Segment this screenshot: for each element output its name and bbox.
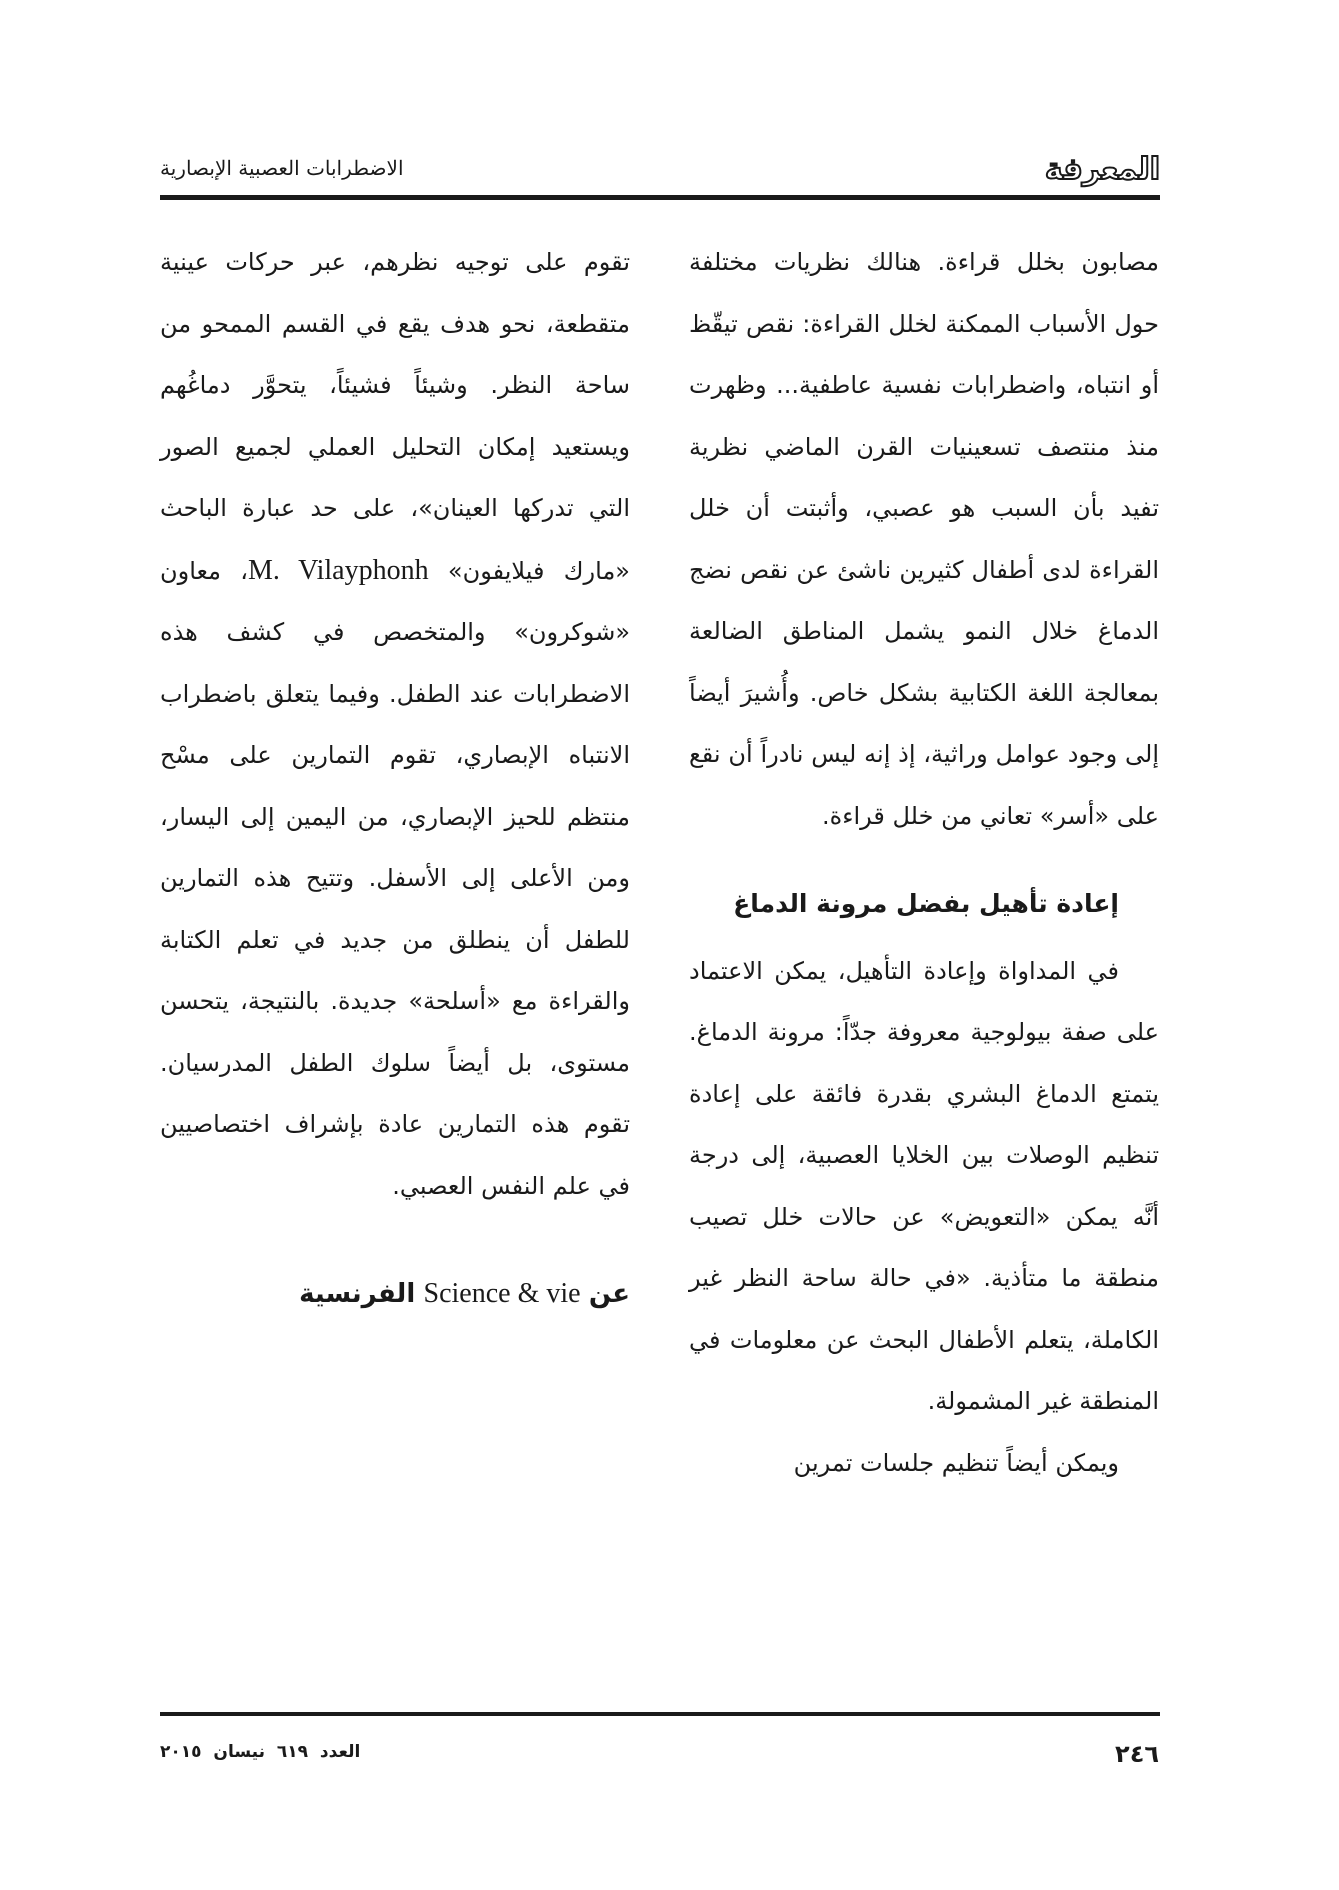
page-header bbox=[160, 150, 1160, 200]
right-column bbox=[689, 232, 1159, 1494]
right-paragraph-1: مصابون بخلل قراءة. هنالك نظريات مختلفة حول الأسباب الممكنة لخلل القراءة: نقص تيقّظ أو انتباه، واضطرابات نفسية عاطفية... وظهرت منذ منتصف تسعينيات القرن الماضي نظرية تفيد بأن السبب هو عصبي، وأثبتت أن خلل القراءة لدى أطفال كثيرين ناشئ عن نقص نضج الدماغ خلال النمو يشمل المناطق الضالعة بمعالجة اللغة الكتابية بشكل خاص. وأُشيرَ أيضاً إلى وجود عوامل وراثية، إذ إنه ليس نادراً أن نقع على «أسر» تعاني من خلل قراءة. bbox=[689, 248, 1159, 830]
page-number: ٢٤٦ bbox=[1115, 1740, 1159, 1768]
source-line bbox=[160, 1263, 630, 1326]
left-paragraph-1 bbox=[160, 232, 630, 1217]
footer-rule bbox=[160, 1712, 1160, 1716]
header-rule bbox=[160, 195, 1160, 200]
left-paragraph-1b: ، معاون «شوكرون» والمتخصص في كشف هذه الاضطرابات عند الطفل. وفيما يتعلق باضطراب الانتباه الإبصاري، تقوم التمارين على مسْح منتظم للحيز الإبصاري، من اليمين إلى اليسار، ومن الأعلى إلى الأسفل. وتتيح هذه التمارين للطفل أن ينطلق من جديد في تعلم الكتابة والقراءة مع «أسلحة» جديدة. بالنتيجة، يتحسن مستوى، بل أيضاً سلوك الطفل المدرسيان. تقوم هذه التمارين عادة بإشراف اختصاصيين في علم النفس العصبي. bbox=[160, 556, 630, 1200]
magazine-logo: المعرفة bbox=[1044, 152, 1160, 187]
right-paragraph-2: في المداواة وإعادة التأهيل، يمكن الاعتماد على صفة بيولوجية معروفة جدّاً: مرونة الدماغ. يتمتع الدماغ البشري بقدرة فائقة على إعادة تنظيم الوصلات بين الخلايا العصبية، إلى درجة أنَّه يمكن «التعويض» عن حالات خلل تصيب منطقة ما متأذية. «في حالة ساحة النظر غير الكاملة، يتعلم الأطفال البحث عن معلومات في المنطقة غير المشمولة. bbox=[689, 956, 1159, 1415]
left-paragraph-1a: تقوم على توجيه نظرهم، عبر حركات عينية متقطعة، نحو هدف يقع في القسم الممحو من ساحة النظر. وشيئاً فشيئاً، يتحوَّر دماغُهم ويستعيد إمكان التحليل العملي لجميع الصور التي تدركها العينان»، على حد عبارة الباحث «مارك فيلايفون» bbox=[160, 248, 630, 585]
source-suffix: الفرنسية bbox=[299, 1279, 416, 1309]
researcher-latin-name: M. Vilayphonh bbox=[248, 554, 429, 586]
left-column bbox=[160, 232, 630, 1326]
source-name: Science & vie bbox=[423, 1278, 581, 1309]
issue-info: العدد ٦١٩ نيسان ٢٠١٥ bbox=[160, 1742, 361, 1762]
source-prefix: عن bbox=[588, 1279, 630, 1309]
right-paragraph-3: ويمكن أيضاً تنظيم جلسات تمرين bbox=[793, 1448, 1119, 1477]
section-heading: إعادة تأهيل بفضل مرونة الدماغ bbox=[733, 889, 1119, 918]
running-title: الاضطرابات العصبية الإبصارية bbox=[160, 156, 404, 180]
